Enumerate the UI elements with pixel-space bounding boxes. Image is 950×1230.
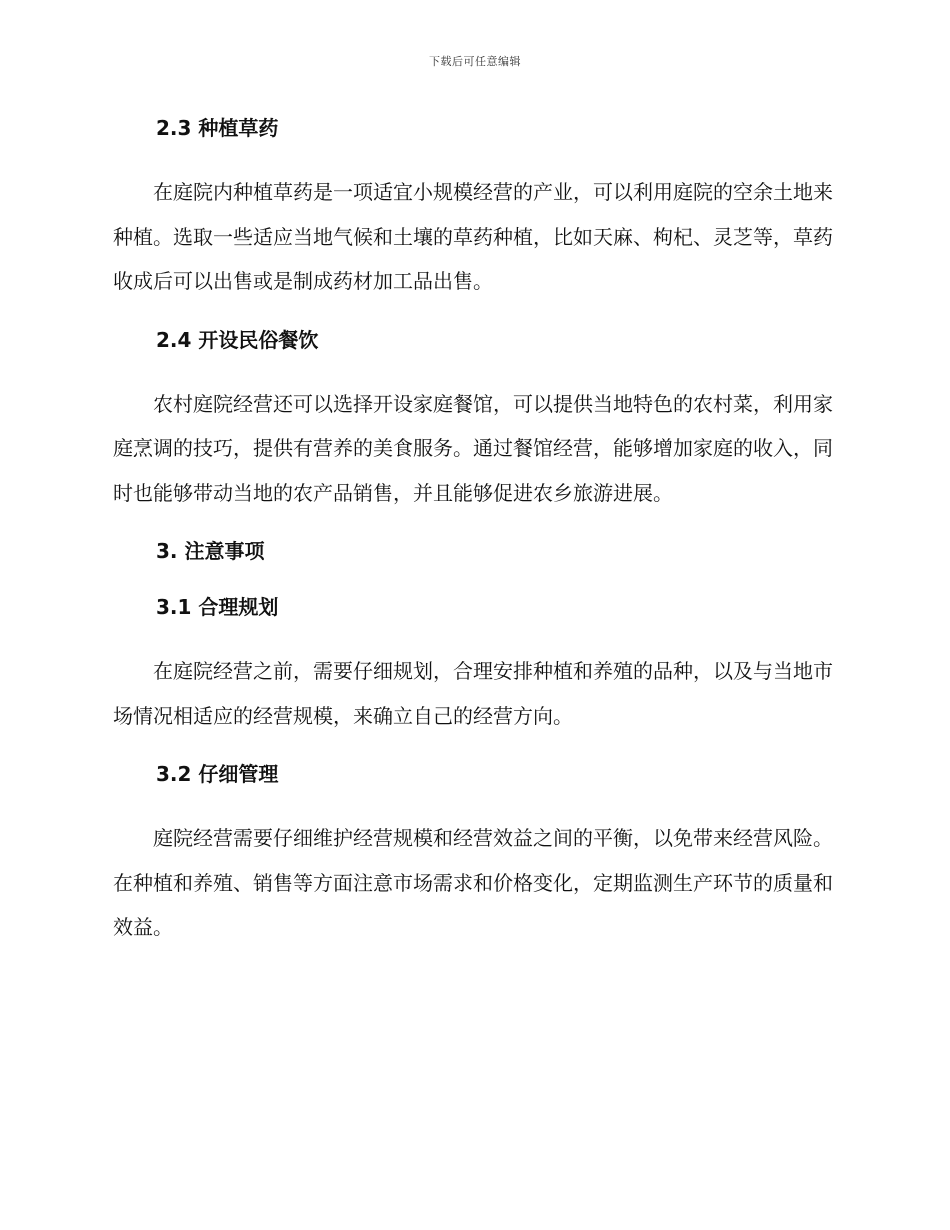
section-paragraph-3-2: 庭院经营需要仔细维护经营规模和经营效益之间的平衡，以免带来经营风险。在种植和养殖、销售等方面注意市场需求和价格变化，定期监测生产环节的质量和效益。 (113, 826, 833, 939)
page-header-note: 下载后可任意编辑 (429, 55, 521, 68)
section-heading-3-1: 3.1 合理规划 (156, 595, 279, 619)
document-body (113, 112, 833, 950)
section-heading-2-4: 2.4 开设民俗餐饮 (156, 327, 319, 352)
section-heading-2-3: 2.3 种植草药 (156, 116, 279, 140)
section-paragraph-2-3: 在庭院内种植草药是一项适宜小规模经营的产业，可以利用庭院的空余土地来种植。选取一些适应当地气候和土壤的草药种植，比如天麻、枸杞、灵芝等，草药收成后可以出售或是制成药材加工品出售。 (113, 180, 833, 293)
section-paragraph-2-4: 农村庭院经营还可以选择开设家庭餐馆，可以提供当地特色的农村菜，利用家庭烹调的技巧，提供有营养的美食服务。通过餐馆经营，能够增加家庭的收入，同时也能够带动当地的农产品销售，并且能够促进农乡旅游进展。 (113, 391, 833, 505)
section-heading-3-2: 3.2 仔细管理 (156, 762, 279, 786)
section-paragraph-3-1: 在庭院经营之前，需要仔细规划，合理安排种植和养殖的品种，以及与当地市场情况相适应的经营规模，来确立自己的经营方向。 (113, 659, 833, 728)
section-heading-3: 3. 注意事项 (156, 539, 265, 563)
